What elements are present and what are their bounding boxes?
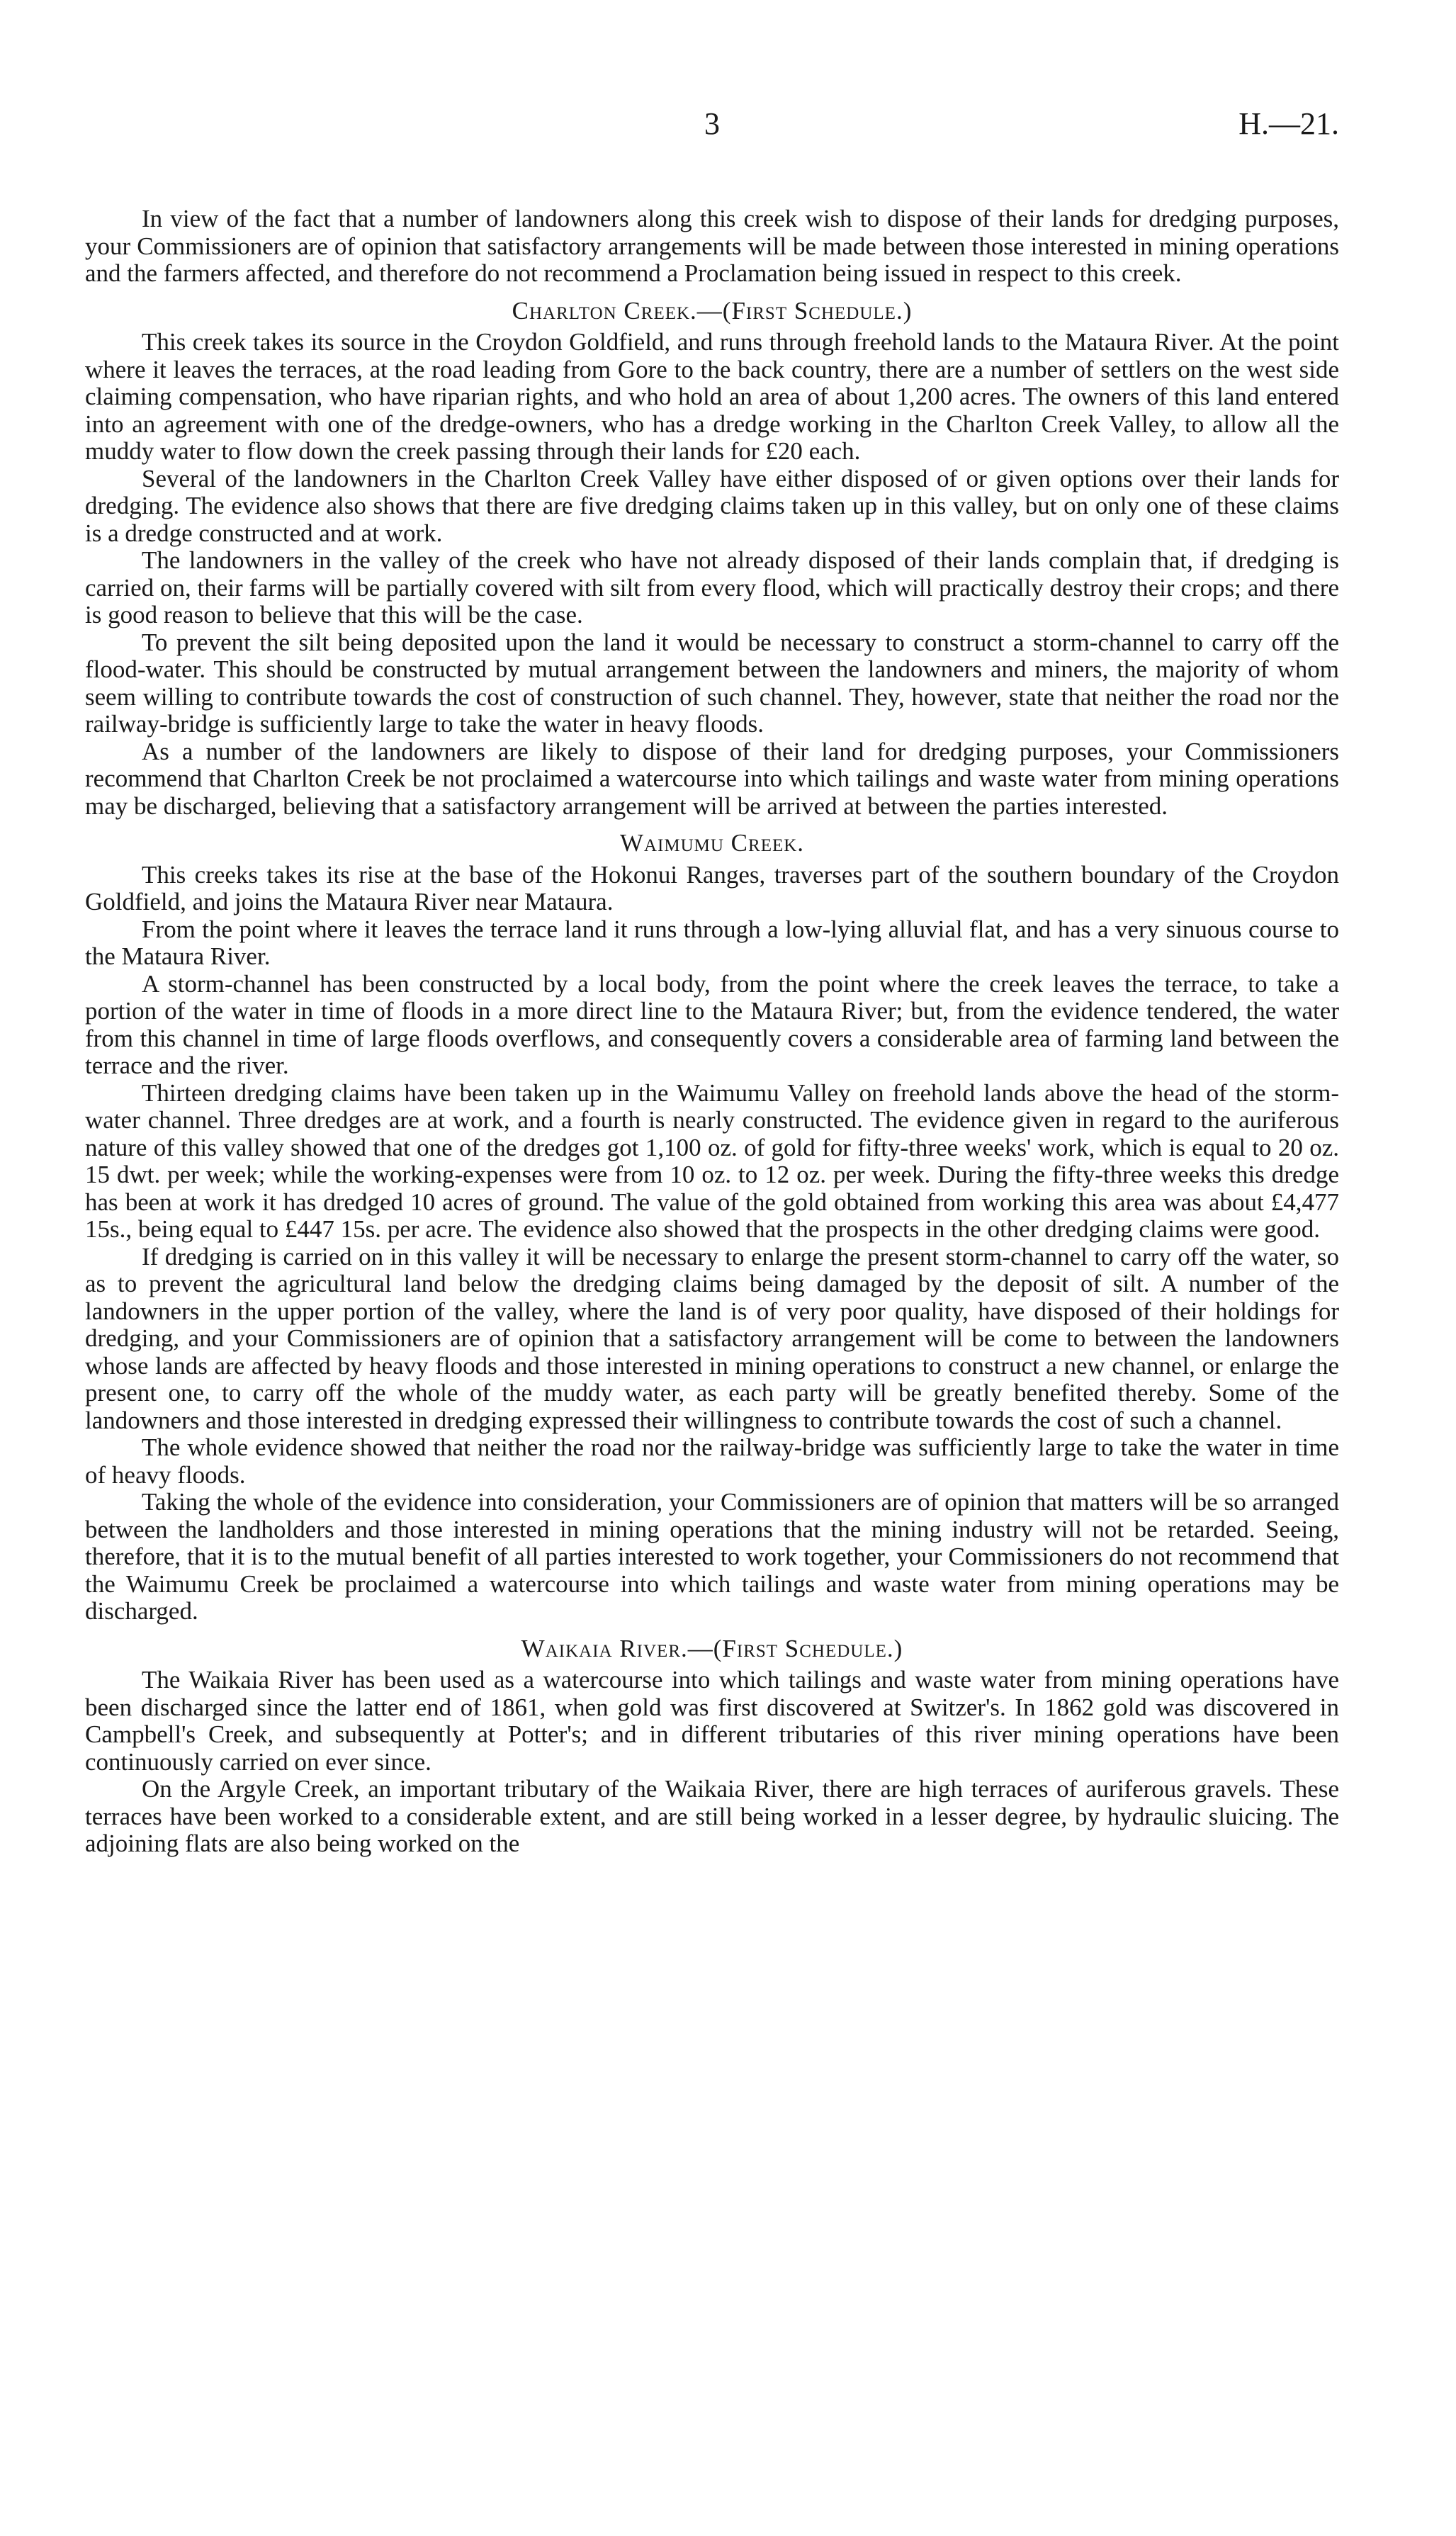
page-header <box>85 106 1339 149</box>
paragraph: This creek takes its source in the Croydon Goldfield, and runs through freehold lands to the Mataura River. At the point where it leaves the terraces, at the road leading from Gore to the back country, there are a number of settlers on the west side claiming compensation, who have riparian rights, and who hold an area of about 1,200 acres. The owners of this land entered into an agreement with one of the dredge-owners, who has a dredge working in the Charlton Creek Valley, to allow all the muddy water to flow down the creek passing through their lands for £20 each. <box>85 328 1339 465</box>
section-heading: Waikaia River.—(First Schedule.) <box>521 1634 903 1662</box>
paragraph: Thirteen dredging claims have been taken up in the Waimumu Valley on freehold lands above the head of the storm-water channel. Three dredges are at work, and a fourth is nearly constructed. The evidence given in regard to the auriferous nature of this valley showed that one of the dredges got 1,100 oz. of gold for fifty-three weeks' work, which is equal to 20 oz. 15 dwt. per week; while the working-expenses were from 10 oz. to 12 oz. per week. During the fifty-three weeks this dredge has been at work it has dredged 10 acres of ground. The value of the gold obtained from working this area was about £4,477 15s., being equal to £447 15s. per acre. The evidence also showed that the prospects in the other dredging claims were good. <box>85 1078 1339 1243</box>
paragraph: A storm-channel has been constructed by a local body, from the point where the creek leaves the terrace, to take a portion of the water in time of floods in a more direct line to the Mataura River; but, from the evidence tendered, the water from this channel in time of large floods overflows, and consequently covers a considerable area of farming land between the terrace and the river. <box>85 969 1339 1079</box>
document-page <box>85 106 1339 1858</box>
document-body <box>85 205 1339 1858</box>
paragraph: To prevent the silt being deposited upon the land it would be necessary to construct a storm-channel to carry off the flood-water. This should be constructed by mutual arrangement between the landowners and miners, the majority of whom seem willing to contribute towards the cost of construction of such channel. They, however, state that neither the road nor the railway-bridge is sufficiently large to take the water in heavy floods. <box>85 628 1339 738</box>
paragraph: Taking the whole of the evidence into consideration, your Commissioners are of opinion that matters will be so arranged between the landholders and those interested in mining operations that the mining industry will not be retarded. Seeing, therefore, that it is to the mutual benefit of all parties interested to work together, your Commissioners do not recommend that the Waimumu Creek be proclaimed a watercourse into which tailings and waste water from mining operations may be discharged. <box>85 1488 1339 1625</box>
section-heading: Charlton Creek.—(First Schedule.) <box>512 296 913 325</box>
paragraph: Several of the landowners in the Charlton Creek Valley have either disposed of or given options over their lands for dredging. The evidence also shows that there are five dredging claims taken up in this valley, but on only one of these claims is a dredge constructed and at work. <box>85 464 1339 547</box>
paragraph: On the Argyle Creek, an important tributary of the Waikaia River, there are high terraces of auriferous gravels. These terraces have been worked to a considerable extent, and are still being worked in a lesser degree, by hydraulic sluicing. The adjoining flats are also being worked on the <box>85 1775 1339 1857</box>
paragraph: The Waikaia River has been used as a watercourse into which tailings and waste water from mining operations have been discharged since the latter end of 1861, when gold was first discovered at Switzer's. In 1862 gold was discovered in Campbell's Creek, and subsequently at Potter's; and in different tributaries of this river mining operations have been continuously carried on ever since. <box>85 1666 1339 1776</box>
paragraph: If dredging is carried on in this valley it will be necessary to enlarge the present storm-channel to carry off the water, so as to prevent the agricultural land below the dredging claims being damaged by the deposit of silt. A number of the landowners in the upper portion of the valley, where the land is of very poor quality, have disposed of their holdings for dredging, and your Commissioners are of opinion that a satisfactory arrangement will be come to between the landowners whose lands are affected by heavy floods and those interested in mining operations to construct a new channel, or enlarge the present one, to carry off the whole of the muddy water, as each party will be greatly benefited thereby. Some of the landowners and those interested in dredging expressed their willingness to contribute towards the cost of such a channel. <box>85 1242 1339 1434</box>
paragraph: The landowners in the valley of the creek who have not already disposed of their lands complain that, if dredging is carried on, their farms will be partially covered with silt from every flood, which will practically destroy their crops; and there is good reason to believe that this will be the case. <box>85 546 1339 629</box>
document-reference: H.—21. <box>1238 106 1339 141</box>
paragraph: From the point where it leaves the terrace land it runs through a low-lying alluvial flat, and has a very sinuous course to the Mataura River. <box>85 915 1339 970</box>
page-number: 3 <box>704 106 720 141</box>
paragraph: In view of the fact that a number of landowners along this creek wish to dispose of their lands for dredging purposes, your Commissioners are of opinion that satisfactory arrangements will be made between those interested in mining operations and the farmers affected, and therefore do not recommend a Proclamation being issued in respect to this creek. <box>85 205 1339 287</box>
paragraph: This creeks takes its rise at the base of the Hokonui Ranges, traverses part of the southern boundary of the Croydon Goldfield, and joins the Mataura River near Mataura. <box>85 860 1339 915</box>
paragraph: The whole evidence showed that neither the road nor the railway-bridge was sufficiently large to take the water in time of heavy floods. <box>85 1433 1339 1489</box>
section-heading: Waimumu Creek. <box>619 829 805 857</box>
paragraph: As a number of the landowners are likely to dispose of their land for dredging purposes, your Commissioners recommend that Charlton Creek be not proclaimed a watercourse into which tailings and waste water from mining operations may be discharged, believing that a satisfactory arrangement will be arrived at between the parties interested. <box>85 737 1339 820</box>
